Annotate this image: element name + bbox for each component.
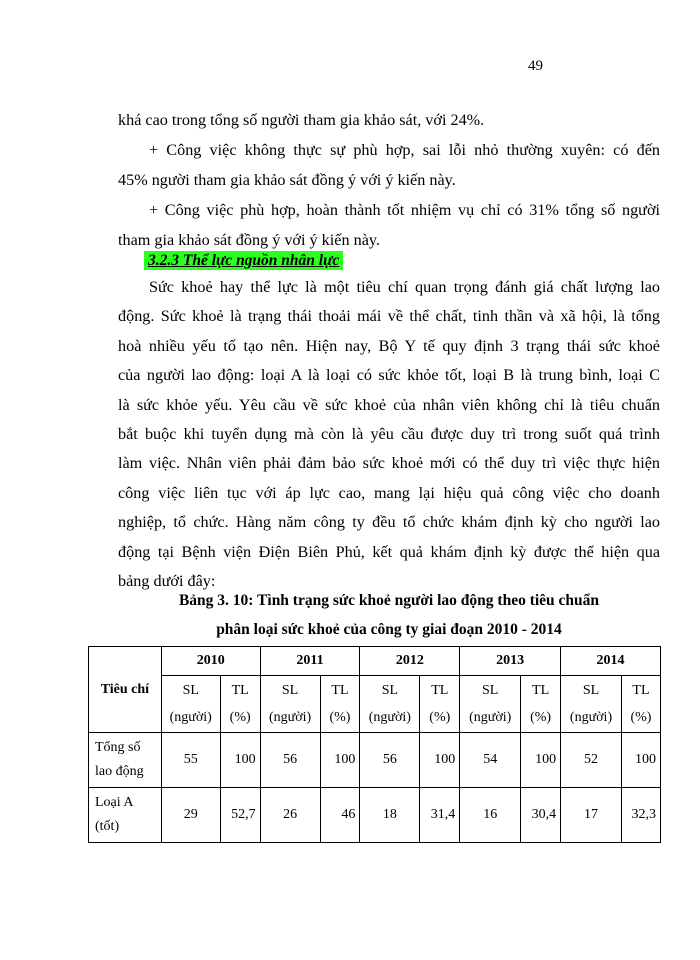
sl-cell: 17: [561, 788, 622, 843]
table-subheader-row: [89, 676, 661, 733]
year-header: 2011: [260, 647, 360, 676]
tl-label: TL: [431, 683, 449, 698]
body-line: động tại Bệnh viện Điện Biên Phủ, kết quả khám định kỳ được thể hiện qua: [118, 542, 660, 561]
sl-cell: 16: [460, 788, 521, 843]
sl-header: [360, 676, 420, 733]
tl-cell: 31,4: [420, 788, 460, 843]
sl-unit: (người): [469, 710, 512, 725]
intro-paragraphs: [118, 105, 660, 255]
tl-unit: (%): [630, 710, 652, 725]
table-caption-line2: phân loại sức khoẻ của công ty giai đoạn 2010 - 2014: [216, 621, 562, 638]
body-line: bắt buộc khi tuyển dụng mà còn là yêu cầu được duy trì trong suốt quá trình: [118, 425, 660, 444]
paragraph-line: + Công việc không thực sự phù hợp, sai lỗi nhỏ thường xuyên: có đến: [149, 141, 660, 159]
year-header: 2013: [460, 647, 561, 676]
section-heading: 3.2.3 Thể lực nguồn nhân lực: [144, 251, 343, 270]
tl-label: TL: [231, 683, 249, 698]
sl-label: SL: [582, 683, 600, 698]
tl-header: [220, 676, 260, 733]
table-row: [89, 733, 661, 788]
tl-cell: 100: [320, 733, 360, 788]
sl-cell: 56: [260, 733, 320, 788]
tl-cell: 100: [621, 733, 660, 788]
row-label-line2: lao động: [95, 764, 144, 779]
year-header: 2012: [360, 647, 460, 676]
tl-label: TL: [532, 683, 550, 698]
tl-unit: (%): [229, 710, 251, 725]
tl-header: [320, 676, 360, 733]
tl-cell: 52,7: [220, 788, 260, 843]
page-number: 49: [528, 58, 543, 74]
sl-cell: 18: [360, 788, 420, 843]
body-line: công việc liên tục với áp lực cao, mang lại hiệu quả công việc cho doanh: [118, 483, 660, 502]
tl-label: TL: [632, 683, 650, 698]
tl-cell: 100: [220, 733, 260, 788]
year-header: 2010: [161, 647, 260, 676]
sl-cell: 26: [260, 788, 320, 843]
tl-unit: (%): [530, 710, 552, 725]
paragraph-line: khá cao trong tổng số người tham gia khảo sát, với 24%.: [118, 111, 485, 129]
body-paragraph: [118, 273, 660, 596]
tl-unit: (%): [429, 710, 451, 725]
tl-cell: 100: [420, 733, 460, 788]
table-header-row: [89, 647, 661, 676]
sl-label: SL: [482, 683, 499, 698]
row-label-line2: (tốt): [95, 819, 120, 834]
body-line: Sức khoẻ hay thể lực là một tiêu chí quan trọng đánh giá chất lượng lao: [149, 278, 660, 296]
body-line: nghiệp, tổ chức. Hàng năm công ty đều tổ chức khám định kỳ cho người lao: [118, 513, 660, 532]
tl-header: [420, 676, 460, 733]
row-label-line1: Loại A: [95, 795, 134, 810]
row-label: [89, 733, 162, 788]
tl-unit: (%): [329, 710, 351, 725]
sl-cell: 56: [360, 733, 420, 788]
criteria-header: Tiêu chí: [89, 647, 162, 733]
tl-cell: 32,3: [621, 788, 660, 843]
sl-header: [460, 676, 521, 733]
sl-header: [561, 676, 622, 733]
sl-unit: (người): [268, 710, 312, 725]
body-line: động. Sức khoẻ là trạng thái thoải mái về thể chất, tinh thần và xã hội, là tổng: [118, 307, 660, 326]
sl-label: SL: [182, 683, 199, 698]
sl-header: [260, 676, 320, 733]
body-line: hoà nhiều yếu tố tạo nên. Hiện nay, Bộ Y tế quy định 3 trạng thái sức khoẻ: [118, 336, 660, 355]
year-header: 2014: [561, 647, 661, 676]
sl-unit: (người): [569, 710, 613, 725]
body-line: làm việc. Nhân viên phải đảm bảo sức khoẻ mới có thể duy trì việc thực hiện: [118, 454, 660, 473]
paragraph-line: tham gia khảo sát đồng ý với ý kiến này.: [118, 231, 380, 249]
table-caption-line1: Bảng 3. 10: Tình trạng sức khoẻ người lao động theo tiêu chuẩn: [178, 592, 600, 609]
table-row: [89, 788, 661, 843]
row-label-line1: Tổng số: [95, 740, 141, 755]
paragraph-line: + Công việc phù hợp, hoàn thành tốt nhiệm vụ chỉ có 31% tổng số người: [149, 201, 660, 219]
tl-header: [621, 676, 660, 733]
sl-cell: 29: [161, 788, 220, 843]
tl-label: TL: [331, 683, 349, 698]
body-line: là sức khỏe yếu. Yêu cầu về sức khoẻ của nhân viên không chỉ là tiêu chuẩn: [118, 395, 660, 414]
paragraph-line: 45% người tham gia khảo sát đồng ý với ý kiến này.: [118, 171, 456, 189]
sl-unit: (người): [169, 710, 212, 725]
sl-label: SL: [381, 683, 399, 698]
health-status-table: [88, 646, 661, 843]
tl-cell: 46: [320, 788, 360, 843]
sl-cell: 54: [460, 733, 521, 788]
sl-cell: 55: [161, 733, 220, 788]
row-label: [89, 788, 162, 843]
sl-cell: 52: [561, 733, 622, 788]
sl-header: [161, 676, 220, 733]
body-line: của người lao động: loại A là loại có sức khỏe tốt, loại B là trung bình, loại C: [118, 366, 660, 385]
sl-label: SL: [281, 683, 299, 698]
tl-header: [521, 676, 561, 733]
body-line: bảng dưới đây:: [118, 572, 216, 591]
tl-cell: 100: [521, 733, 561, 788]
sl-unit: (người): [368, 710, 411, 725]
tl-cell: 30,4: [521, 788, 561, 843]
